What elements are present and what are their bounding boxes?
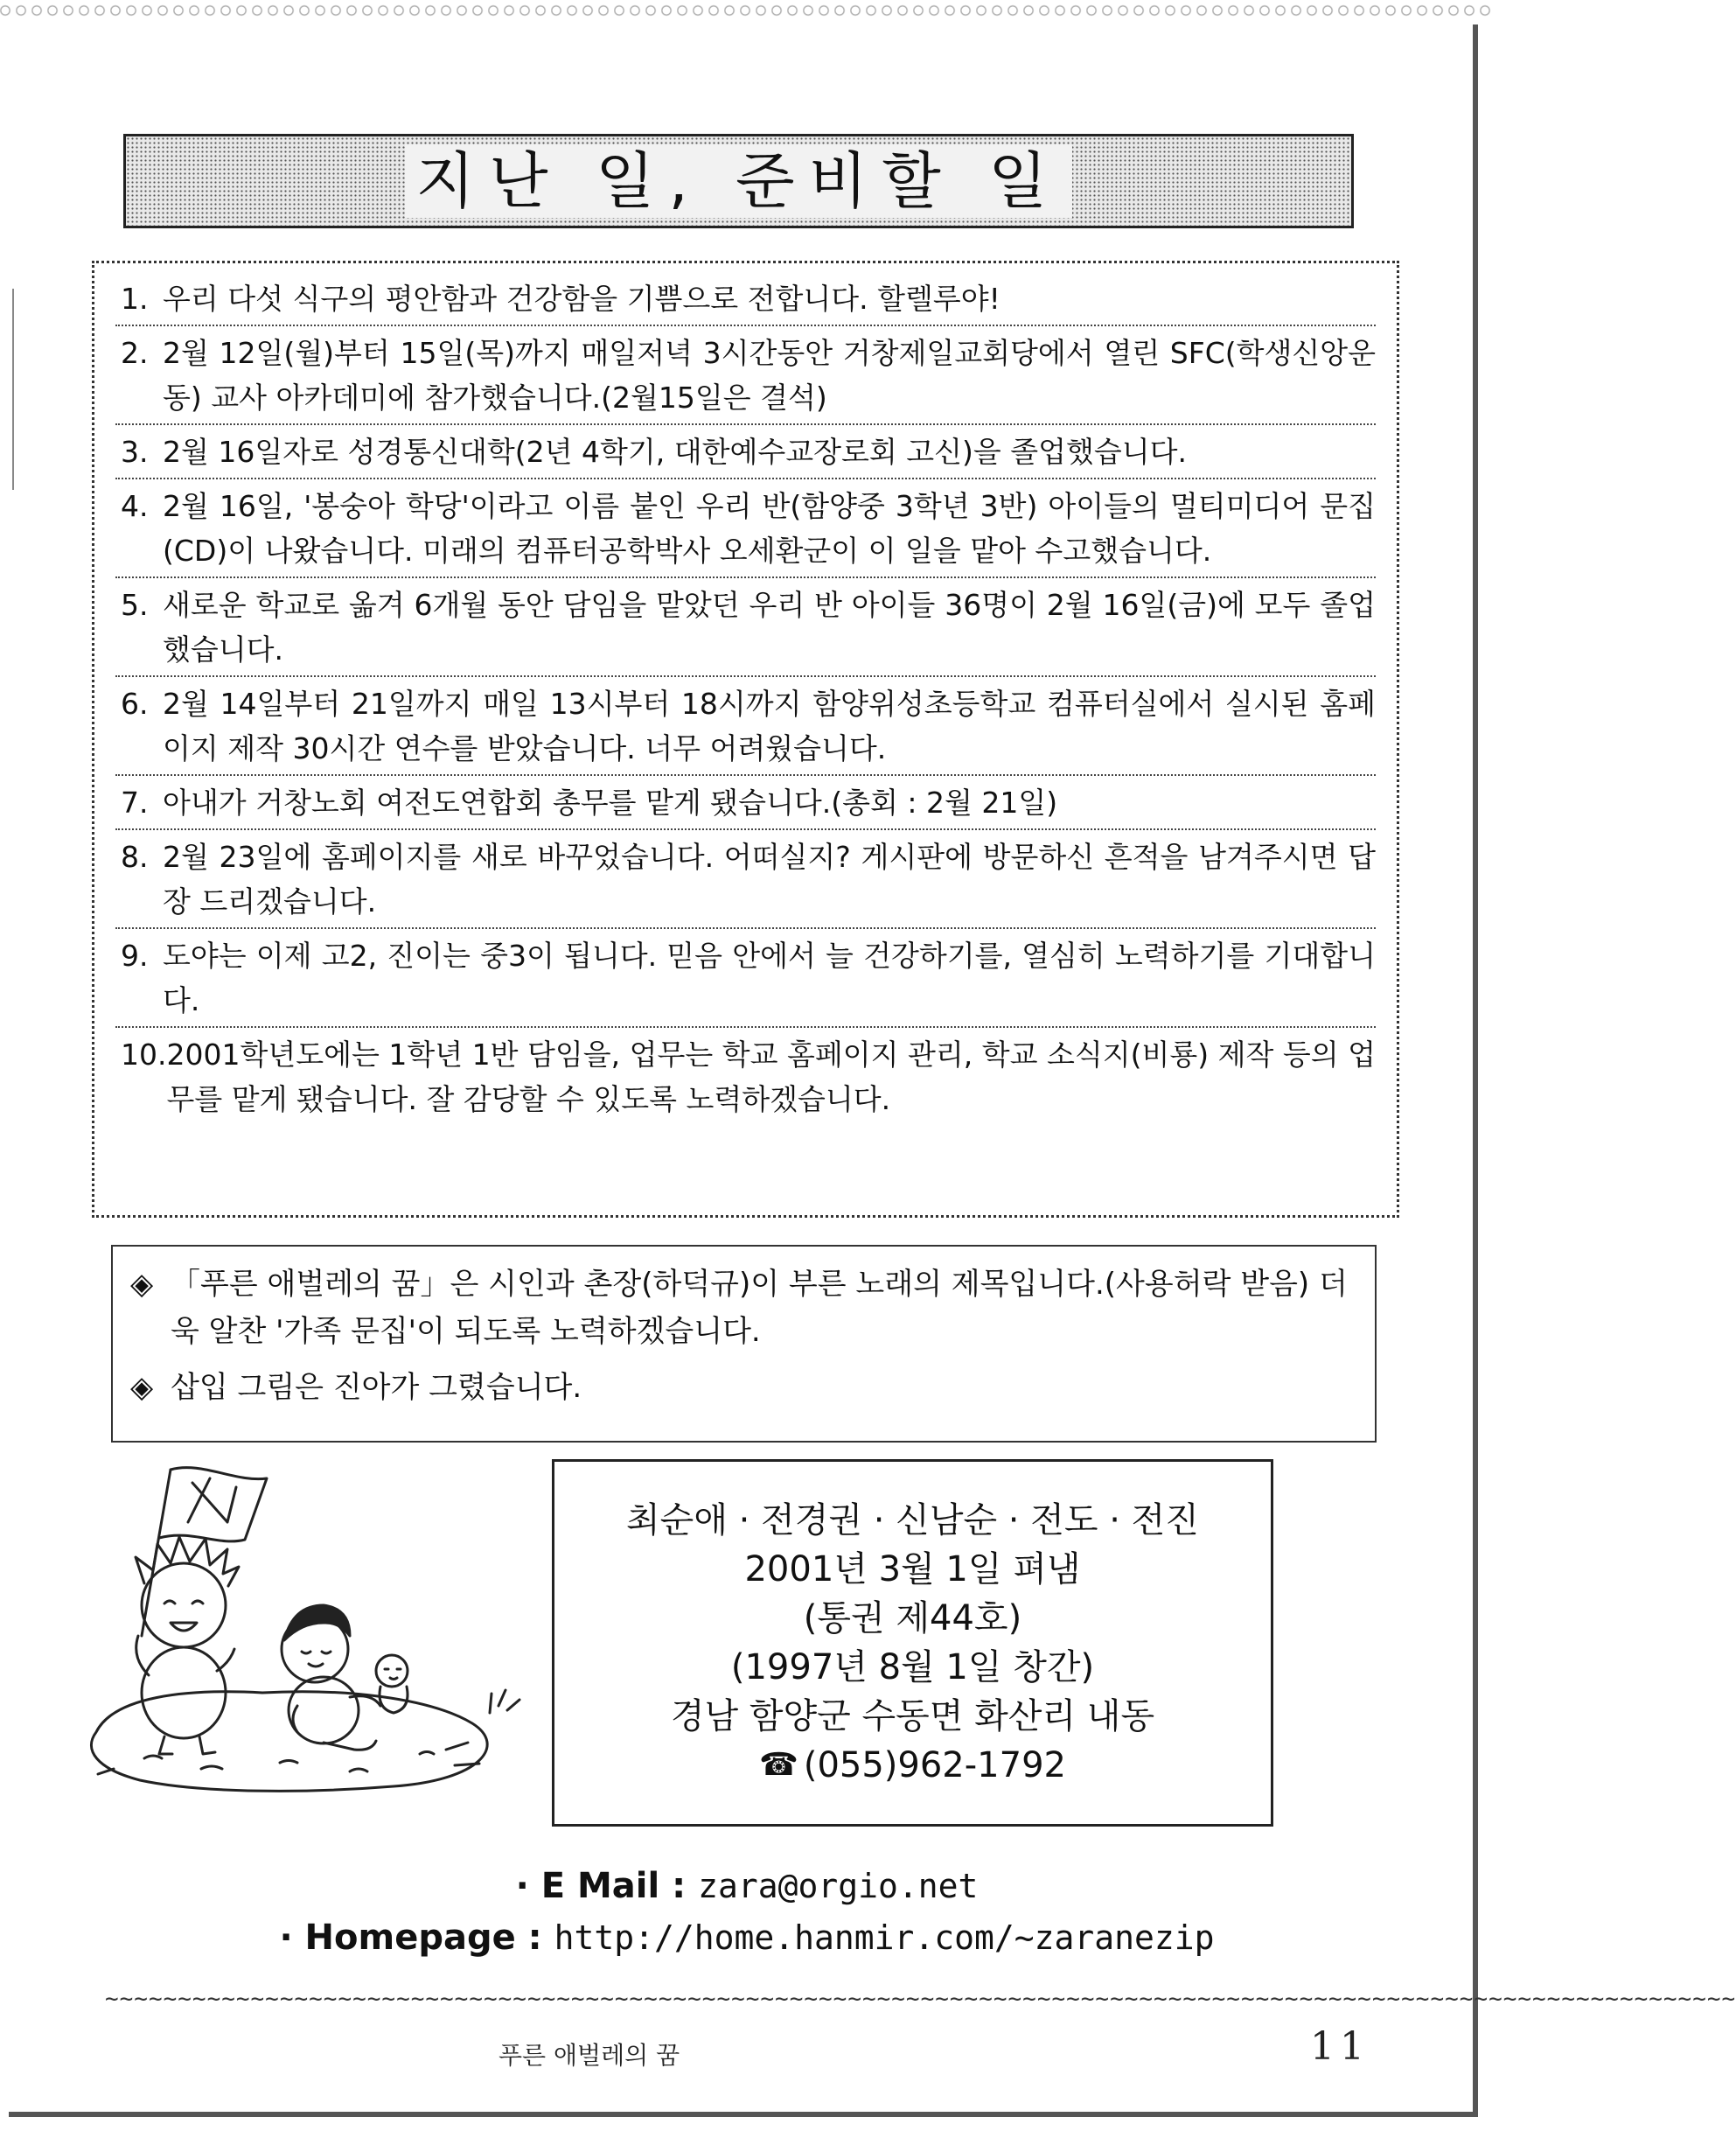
founded-date: (1997년 8월 1일 창간)	[730, 1647, 1095, 1687]
item-number: 1.	[121, 282, 149, 316]
item-text: 우리 다섯 식구의 평안함과 건강함을 기쁨으로 전합니다. 할렐루야!	[163, 282, 1000, 316]
item-text: 2월 12일(월)부터 15일(목)까지 매일저녁 3시간동안 거창제일교회당에서 열린 SFC(학생신앙운동) 교사 아카데미에 참가했습니다.(2월15일은 결석)	[163, 336, 1376, 415]
item-text: 새로운 학교로 옮겨 6개월 동안 담임을 맡았던 우리 반 아이들 36명이 2월 16일(금)에 모두 졸업했습니다.	[163, 588, 1376, 667]
note-text: 삽입 그림은 진아가 그렸습니다.	[171, 1370, 582, 1405]
note-item	[130, 1261, 1357, 1355]
address: 경남 함양군 수동면 화산리 내동	[670, 1696, 1155, 1736]
publish-date: 2001년 3월 1일 펴냄	[744, 1549, 1081, 1590]
list-item	[115, 326, 1376, 425]
item-number: 6.	[121, 687, 149, 721]
list-item	[115, 677, 1376, 776]
diamond-bullet-icon: ◈	[130, 1267, 154, 1302]
authors: 최순애 · 전경권 · 신남순 · 전도 · 전진	[626, 1500, 1199, 1541]
title-banner	[123, 134, 1354, 228]
item-text: 2월 16일, '봉숭아 학당'이라고 이름 붙인 우리 반(함양중 3학년 3반) 아이들의 멀티미디어 문집(CD)이 나왔습니다. 미래의 컴퓨터공학박사 오세환군이 이 일을 맡아 수고했습니다.	[163, 489, 1376, 568]
item-number: 8.	[121, 840, 149, 874]
item-text: 도야는 이제 고2, 진이는 중3이 됩니다. 믿음 안에서 늘 건강하기를, 열심히 노력하기를 기대합니다.	[163, 939, 1376, 1017]
homepage-link[interactable]: http://home.hanmir.com/~zaranezip	[554, 1918, 1215, 1957]
list-item	[115, 425, 1376, 479]
list-item	[115, 578, 1376, 677]
item-text: 2월 16일자로 성경통신대학(2년 4학기, 대한예수교장로회 고신)을 졸업했습니다.	[163, 435, 1187, 469]
publisher-info-box	[552, 1459, 1273, 1827]
email-link[interactable]: zara@orgio.net	[698, 1867, 979, 1905]
item-text: 2001학년도에는 1학년 1반 담임을, 업무는 학교 홈페이지 관리, 학교 소식지(비룡) 제작 등의 업무를 맡게 됐습니다. 잘 감당할 수 있도록 노력하겠습니다.	[166, 1038, 1376, 1116]
tilde-divider: ~~~~~~~~~~~~~~~~~~~~~~~~~~~~~~~~~~~~~~~~~~~~~~~~~~~~~~~~~~~~~~~~~~~~~~~~~~~~~~~~~~~~~~~~~~~~~~~~~~~~~~~~~~~~~~~~	[105, 1986, 1736, 2012]
note-item	[130, 1364, 1357, 1411]
homepage-label: · Homepage :	[279, 1918, 554, 1958]
page-number: 11	[1310, 2024, 1370, 2069]
list-item	[115, 272, 1376, 326]
page-title: 지난 일, 준비할 일	[405, 144, 1071, 218]
list-item	[115, 776, 1376, 830]
item-number: 3.	[121, 435, 149, 469]
notes-box	[111, 1245, 1377, 1443]
item-number: 10.	[121, 1038, 167, 1072]
list-item	[115, 479, 1376, 578]
item-number: 5.	[121, 588, 149, 622]
issue-number: (통권 제44호)	[803, 1598, 1022, 1638]
email-line	[0, 1866, 1494, 1906]
item-number: 7.	[121, 786, 149, 820]
item-number: 4.	[121, 489, 149, 523]
margin-mark	[12, 289, 14, 490]
children-illustration	[61, 1443, 542, 1802]
footer-title: 푸른 애벌레의 꿈	[498, 2041, 680, 2070]
item-text: 2월 23일에 홈페이지를 새로 바꾸었습니다. 어떠실지? 게시판에 방문하신 흔적을 남겨주시면 답장 드리겠습니다.	[163, 840, 1376, 919]
list-item	[115, 830, 1376, 929]
diamond-bullet-icon: ◈	[130, 1370, 154, 1405]
email-label: · E Mail :	[515, 1866, 699, 1906]
item-number: 2.	[121, 336, 149, 370]
phone-number: (055)962-1792	[803, 1745, 1066, 1785]
item-number: 9.	[121, 939, 149, 973]
spiral-binding	[0, 0, 1494, 23]
phone-line	[759, 1741, 1066, 1790]
list-item	[115, 929, 1376, 1028]
phone-icon: ☎	[759, 1747, 798, 1783]
events-list	[115, 272, 1376, 1125]
list-item	[115, 1028, 1376, 1125]
item-text: 2월 14일부터 21일까지 매일 13시부터 18시까지 함양위성초등학교 컴퓨터실에서 실시된 홈페이지 제작 30시간 연수를 받았습니다. 너무 어려웠습니다.	[163, 687, 1376, 765]
note-text: 「푸른 애벌레의 꿈」은 시인과 촌장(하덕규)이 부른 노래의 제목입니다.(사용허락 받음) 더욱 알찬 '가족 문집'이 되도록 노력하겠습니다.	[171, 1267, 1348, 1349]
homepage-line	[0, 1918, 1494, 1958]
item-text: 아내가 거창노회 여전도연합회 총무를 맡게 됐습니다.(총회 : 2월 21일)	[163, 786, 1058, 820]
events-box	[92, 261, 1399, 1218]
